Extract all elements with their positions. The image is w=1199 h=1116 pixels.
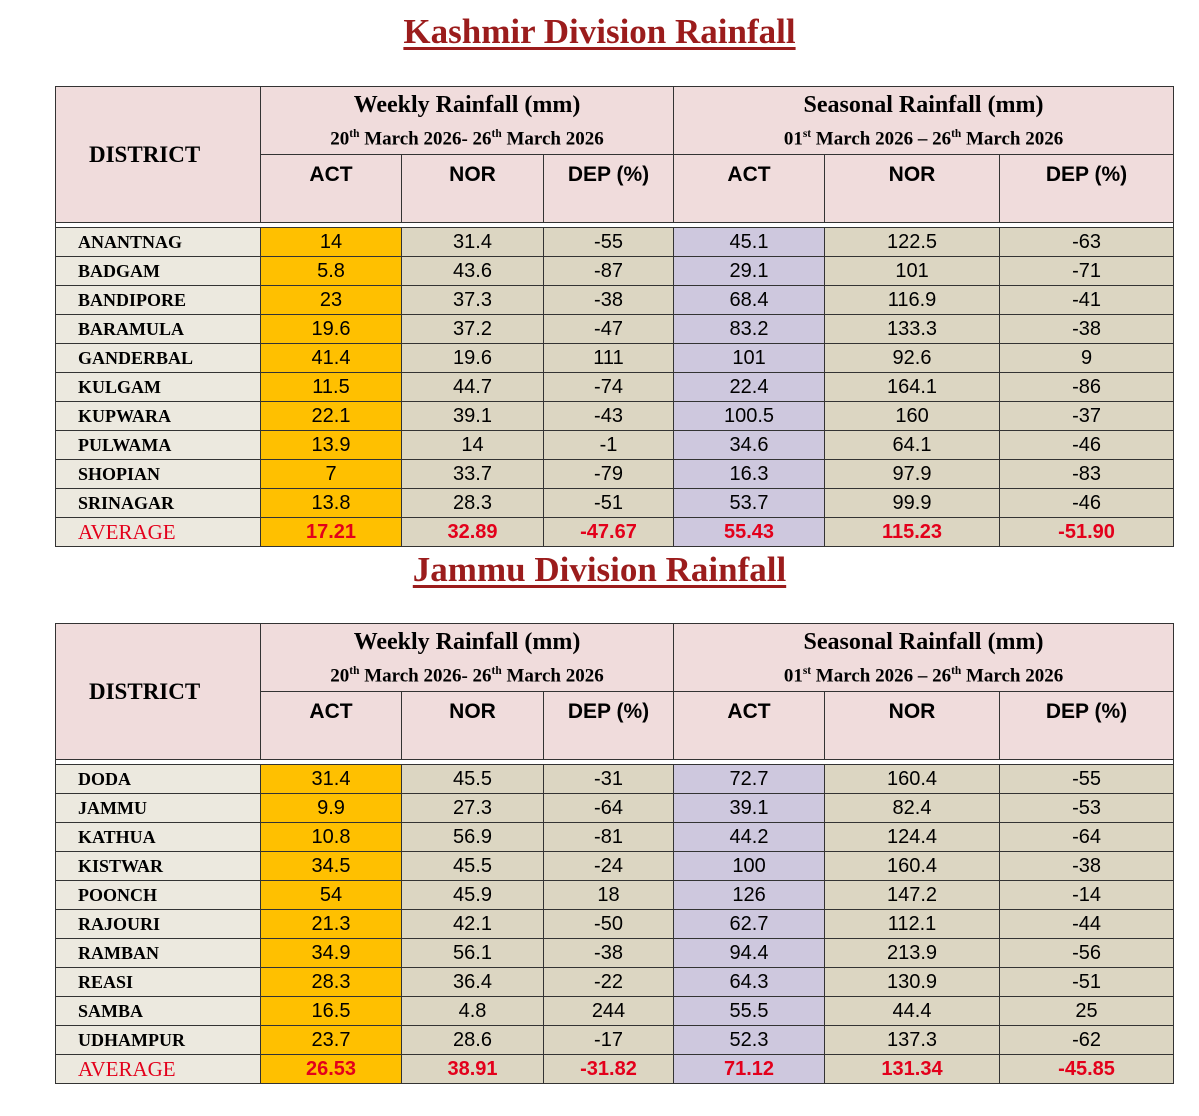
weekly-dep-cell: -31 (544, 765, 674, 794)
seasonal-rainfall-header (674, 87, 1174, 155)
seasonal-act-cell: 53.7 (674, 489, 825, 518)
weekly-nor-cell: 36.4 (402, 968, 544, 997)
weekly-title: Weekly Rainfall (mm) (353, 629, 581, 655)
seasonal-nor-cell: 130.9 (825, 968, 1000, 997)
weekly-dep-cell: -24 (544, 852, 674, 881)
seasonal-title: Seasonal Rainfall (mm) (803, 92, 1044, 118)
seasonal-dep-cell: -41 (1000, 286, 1174, 315)
weekly-dep-cell: -47 (544, 315, 674, 344)
seasonal-act-cell: 29.1 (674, 257, 825, 286)
weekly-rainfall-header (261, 624, 674, 692)
weekly-dep-cell: 18 (544, 881, 674, 910)
seasonal-nor-cell: 82.4 (825, 794, 1000, 823)
header-row (56, 87, 1174, 155)
seasonal-act-cell: 71.12 (674, 1055, 825, 1084)
table-row (56, 794, 1174, 823)
weekly-nor-cell: 38.91 (402, 1055, 544, 1084)
weekly-act-cell: 10.8 (261, 823, 402, 852)
weekly-nor-cell: 45.9 (402, 881, 544, 910)
seasonal-act-cell: 72.7 (674, 765, 825, 794)
column-header-seasonal-nor: NOR (825, 692, 1000, 760)
weekly-act-cell: 23 (261, 286, 402, 315)
seasonal-dep-cell: -83 (1000, 460, 1174, 489)
seasonal-rainfall-header (674, 624, 1174, 692)
table-row (56, 344, 1174, 373)
weekly-nor-cell: 33.7 (402, 460, 544, 489)
weekly-nor-cell: 39.1 (402, 402, 544, 431)
seasonal-dep-cell: -45.85 (1000, 1055, 1174, 1084)
district-header: DISTRICT (56, 87, 261, 223)
seasonal-act-cell: 68.4 (674, 286, 825, 315)
district-name: SHOPIAN (56, 460, 261, 489)
weekly-dep-cell: -38 (544, 939, 674, 968)
table-row (56, 852, 1174, 881)
table-row (56, 460, 1174, 489)
weekly-act-cell: 17.21 (261, 518, 402, 547)
table-row (56, 881, 1174, 910)
weekly-dep-cell: -47.67 (544, 518, 674, 547)
column-header-weekly-nor: NOR (402, 155, 544, 223)
weekly-nor-cell: 28.6 (402, 1026, 544, 1055)
seasonal-period-d2: 26 (932, 128, 952, 150)
weekly-dep-cell: -50 (544, 910, 674, 939)
column-header-seasonal-dep: DEP (%) (1000, 155, 1174, 223)
seasonal-act-cell: 16.3 (674, 460, 825, 489)
weekly-period-d1: 20 (330, 665, 350, 687)
district-name: KULGAM (56, 373, 261, 402)
weekly-period-m2: March 2026 (501, 665, 604, 687)
weekly-act-cell: 28.3 (261, 968, 402, 997)
seasonal-dep-cell: -38 (1000, 852, 1174, 881)
seasonal-nor-cell: 124.4 (825, 823, 1000, 852)
weekly-nor-cell: 14 (402, 431, 544, 460)
seasonal-nor-cell: 116.9 (825, 286, 1000, 315)
seasonal-dep-cell: -51.90 (1000, 518, 1174, 547)
weekly-act-cell: 11.5 (261, 373, 402, 402)
weekly-nor-cell: 31.4 (402, 228, 544, 257)
seasonal-dep-cell: -51 (1000, 968, 1174, 997)
table-row (56, 1026, 1174, 1055)
seasonal-dep-cell: -46 (1000, 431, 1174, 460)
seasonal-nor-cell: 122.5 (825, 228, 1000, 257)
table-row (56, 765, 1174, 794)
header-row (56, 624, 1174, 692)
weekly-period (261, 121, 673, 152)
seasonal-period-d1: 01 (783, 665, 803, 687)
weekly-period-s1: th (349, 128, 360, 140)
seasonal-act-cell: 55.5 (674, 997, 825, 1026)
weekly-nor-cell: 32.89 (402, 518, 544, 547)
weekly-period-d2: 26 (472, 128, 492, 150)
seasonal-nor-cell: 64.1 (825, 431, 1000, 460)
table-row (56, 823, 1174, 852)
column-header-weekly-dep: DEP (%) (544, 155, 674, 223)
seasonal-nor-cell: 160.4 (825, 765, 1000, 794)
seasonal-dep-cell: -71 (1000, 257, 1174, 286)
weekly-act-cell: 5.8 (261, 257, 402, 286)
seasonal-nor-cell: 160 (825, 402, 1000, 431)
district-name: SRINAGAR (56, 489, 261, 518)
district-name: KATHUA (56, 823, 261, 852)
weekly-dep-cell: -79 (544, 460, 674, 489)
table-row (56, 968, 1174, 997)
seasonal-period (674, 121, 1173, 152)
seasonal-act-cell: 101 (674, 344, 825, 373)
seasonal-nor-cell: 164.1 (825, 373, 1000, 402)
weekly-dep-cell: -38 (544, 286, 674, 315)
weekly-act-cell: 41.4 (261, 344, 402, 373)
seasonal-period-s1: st (802, 128, 812, 140)
seasonal-act-cell: 45.1 (674, 228, 825, 257)
kashmir-rainfall-table (55, 86, 1174, 547)
weekly-nor-cell: 45.5 (402, 852, 544, 881)
district-name: ANANTNAG (56, 228, 261, 257)
weekly-nor-cell: 44.7 (402, 373, 544, 402)
weekly-period-d2: 26 (472, 665, 492, 687)
seasonal-dep-cell: -86 (1000, 373, 1174, 402)
weekly-act-cell: 13.8 (261, 489, 402, 518)
seasonal-dep-cell: -44 (1000, 910, 1174, 939)
table-row (56, 286, 1174, 315)
weekly-dep-cell: -22 (544, 968, 674, 997)
kashmir-title: Kashmir Division Rainfall (403, 12, 796, 51)
weekly-rainfall-header (261, 87, 674, 155)
weekly-dep-cell: -74 (544, 373, 674, 402)
seasonal-act-cell: 100.5 (674, 402, 825, 431)
seasonal-act-cell: 64.3 (674, 968, 825, 997)
seasonal-dep-cell: -56 (1000, 939, 1174, 968)
column-header-weekly-act: ACT (261, 155, 402, 223)
weekly-act-cell: 26.53 (261, 1055, 402, 1084)
weekly-act-cell: 19.6 (261, 315, 402, 344)
weekly-act-cell: 21.3 (261, 910, 402, 939)
district-name: AVERAGE (56, 1055, 261, 1084)
seasonal-period-m1: March 2026 – (811, 665, 933, 687)
seasonal-nor-cell: 133.3 (825, 315, 1000, 344)
seasonal-act-cell: 94.4 (674, 939, 825, 968)
seasonal-period-m1: March 2026 – (811, 128, 933, 150)
weekly-dep-cell: -1 (544, 431, 674, 460)
table-row (56, 910, 1174, 939)
seasonal-nor-cell: 160.4 (825, 852, 1000, 881)
seasonal-nor-cell: 131.34 (825, 1055, 1000, 1084)
column-header-weekly-nor: NOR (402, 692, 544, 760)
seasonal-nor-cell: 147.2 (825, 881, 1000, 910)
weekly-act-cell: 16.5 (261, 997, 402, 1026)
seasonal-act-cell: 22.4 (674, 373, 825, 402)
seasonal-dep-cell: -46 (1000, 489, 1174, 518)
weekly-act-cell: 7 (261, 460, 402, 489)
average-row (56, 1055, 1174, 1084)
seasonal-nor-cell: 97.9 (825, 460, 1000, 489)
weekly-dep-cell: -31.82 (544, 1055, 674, 1084)
weekly-dep-cell: -81 (544, 823, 674, 852)
seasonal-period-s1: st (802, 665, 812, 677)
seasonal-nor-cell: 137.3 (825, 1026, 1000, 1055)
district-name: REASI (56, 968, 261, 997)
seasonal-act-cell: 39.1 (674, 794, 825, 823)
table-row (56, 257, 1174, 286)
weekly-nor-cell: 4.8 (402, 997, 544, 1026)
seasonal-act-cell: 62.7 (674, 910, 825, 939)
table-row (56, 489, 1174, 518)
seasonal-dep-cell: 25 (1000, 997, 1174, 1026)
district-name: BARAMULA (56, 315, 261, 344)
weekly-act-cell: 34.9 (261, 939, 402, 968)
weekly-act-cell: 22.1 (261, 402, 402, 431)
seasonal-nor-cell: 213.9 (825, 939, 1000, 968)
district-name: KISTWAR (56, 852, 261, 881)
weekly-act-cell: 34.5 (261, 852, 402, 881)
seasonal-period-d2: 26 (932, 665, 952, 687)
weekly-act-cell: 9.9 (261, 794, 402, 823)
seasonal-dep-cell: -37 (1000, 402, 1174, 431)
weekly-period-m1: March 2026- (359, 665, 473, 687)
weekly-act-cell: 54 (261, 881, 402, 910)
weekly-act-cell: 14 (261, 228, 402, 257)
seasonal-dep-cell: -62 (1000, 1026, 1174, 1055)
weekly-dep-cell: -87 (544, 257, 674, 286)
jammu-title: Jammu Division Rainfall (412, 550, 787, 589)
weekly-nor-cell: 28.3 (402, 489, 544, 518)
average-row (56, 518, 1174, 547)
column-header-seasonal-nor: NOR (825, 155, 1000, 223)
column-header-weekly-act: ACT (261, 692, 402, 760)
seasonal-period-s2: th (951, 128, 962, 140)
weekly-title: Weekly Rainfall (mm) (353, 92, 581, 118)
jammu-rainfall-table (55, 623, 1174, 1084)
seasonal-nor-cell: 112.1 (825, 910, 1000, 939)
table-row (56, 373, 1174, 402)
column-header-seasonal-dep: DEP (%) (1000, 692, 1174, 760)
column-header-weekly-dep: DEP (%) (544, 692, 674, 760)
seasonal-act-cell: 83.2 (674, 315, 825, 344)
table-row (56, 431, 1174, 460)
seasonal-act-cell: 126 (674, 881, 825, 910)
weekly-period-m2: March 2026 (501, 128, 604, 150)
district-name: DODA (56, 765, 261, 794)
weekly-dep-cell: -64 (544, 794, 674, 823)
seasonal-act-cell: 34.6 (674, 431, 825, 460)
district-name: GANDERBAL (56, 344, 261, 373)
weekly-dep-cell: -51 (544, 489, 674, 518)
district-name: PULWAMA (56, 431, 261, 460)
seasonal-act-cell: 55.43 (674, 518, 825, 547)
seasonal-dep-cell: -53 (1000, 794, 1174, 823)
district-name: POONCH (56, 881, 261, 910)
seasonal-dep-cell: -63 (1000, 228, 1174, 257)
seasonal-act-cell: 52.3 (674, 1026, 825, 1055)
seasonal-nor-cell: 99.9 (825, 489, 1000, 518)
table-row (56, 315, 1174, 344)
district-name: SAMBA (56, 997, 261, 1026)
weekly-nor-cell: 45.5 (402, 765, 544, 794)
seasonal-nor-cell: 92.6 (825, 344, 1000, 373)
weekly-dep-cell: -43 (544, 402, 674, 431)
weekly-nor-cell: 37.3 (402, 286, 544, 315)
seasonal-nor-cell: 115.23 (825, 518, 1000, 547)
table-row (56, 939, 1174, 968)
weekly-act-cell: 13.9 (261, 431, 402, 460)
weekly-nor-cell: 37.2 (402, 315, 544, 344)
weekly-period-s2: th (491, 128, 502, 140)
seasonal-period-s2: th (951, 665, 962, 677)
weekly-period-s2: th (491, 665, 502, 677)
table-row (56, 228, 1174, 257)
weekly-nor-cell: 43.6 (402, 257, 544, 286)
district-name: RAJOURI (56, 910, 261, 939)
weekly-dep-cell: 111 (544, 344, 674, 373)
weekly-act-cell: 23.7 (261, 1026, 402, 1055)
seasonal-nor-cell: 44.4 (825, 997, 1000, 1026)
weekly-nor-cell: 56.1 (402, 939, 544, 968)
column-header-seasonal-act: ACT (674, 155, 825, 223)
district-name: RAMBAN (56, 939, 261, 968)
weekly-period (261, 658, 673, 689)
table-row (56, 402, 1174, 431)
district-name: AVERAGE (56, 518, 261, 547)
weekly-dep-cell: -17 (544, 1026, 674, 1055)
district-name: BANDIPORE (56, 286, 261, 315)
weekly-act-cell: 31.4 (261, 765, 402, 794)
weekly-period-d1: 20 (330, 128, 350, 150)
weekly-nor-cell: 27.3 (402, 794, 544, 823)
table-row (56, 997, 1174, 1026)
seasonal-period-m2: March 2026 (961, 665, 1064, 687)
seasonal-title: Seasonal Rainfall (mm) (803, 629, 1044, 655)
weekly-nor-cell: 56.9 (402, 823, 544, 852)
seasonal-period-d1: 01 (783, 128, 803, 150)
seasonal-period-m2: March 2026 (961, 128, 1064, 150)
weekly-period-m1: March 2026- (359, 128, 473, 150)
district-header: DISTRICT (56, 624, 261, 760)
weekly-dep-cell: 244 (544, 997, 674, 1026)
weekly-nor-cell: 42.1 (402, 910, 544, 939)
seasonal-act-cell: 44.2 (674, 823, 825, 852)
column-header-seasonal-act: ACT (674, 692, 825, 760)
seasonal-dep-cell: -64 (1000, 823, 1174, 852)
seasonal-act-cell: 100 (674, 852, 825, 881)
weekly-dep-cell: -55 (544, 228, 674, 257)
seasonal-nor-cell: 101 (825, 257, 1000, 286)
district-name: JAMMU (56, 794, 261, 823)
seasonal-dep-cell: -38 (1000, 315, 1174, 344)
seasonal-dep-cell: -55 (1000, 765, 1174, 794)
district-name: BADGAM (56, 257, 261, 286)
seasonal-dep-cell: -14 (1000, 881, 1174, 910)
district-name: KUPWARA (56, 402, 261, 431)
weekly-period-s1: th (349, 665, 360, 677)
seasonal-period (674, 658, 1173, 689)
district-name: UDHAMPUR (56, 1026, 261, 1055)
seasonal-dep-cell: 9 (1000, 344, 1174, 373)
weekly-nor-cell: 19.6 (402, 344, 544, 373)
